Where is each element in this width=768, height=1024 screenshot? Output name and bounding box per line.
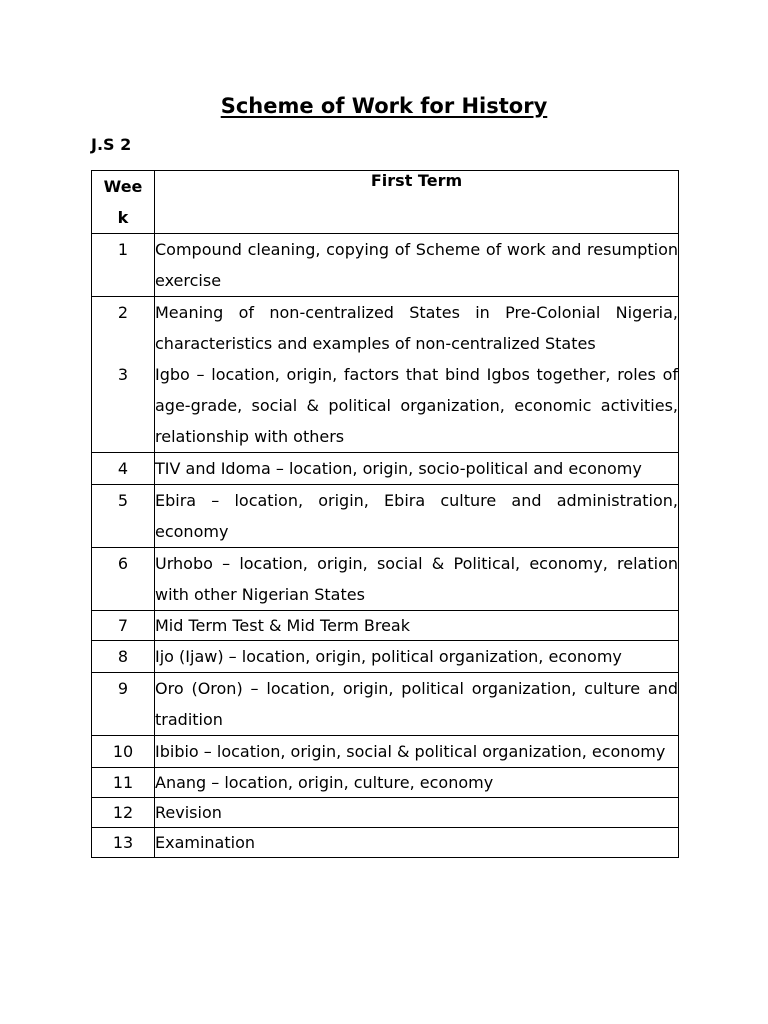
week-topic: Ebira – location, origin, Ebira culture and administration, economy — [155, 485, 679, 548]
week-topic: Meaning of non-centralized States in Pre-Colonial Nigeria, characteristics and examples of non-centralized States — [155, 303, 678, 353]
week-topic: Ibibio – location, origin, social & political organization, economy — [155, 736, 679, 768]
table-row — [92, 673, 679, 736]
week-number: 7 — [92, 611, 155, 641]
week-topic: Revision — [155, 798, 679, 828]
term-column-header — [155, 171, 679, 234]
scheme-table — [91, 170, 679, 858]
week-number-group — [92, 297, 155, 453]
table-row — [92, 798, 679, 828]
week-topic-group — [155, 297, 679, 453]
class-label: J.S 2 — [91, 135, 132, 154]
term-header-label: First Term — [370, 171, 463, 190]
week-number: 1 — [92, 234, 155, 297]
week-topic: Anang – location, origin, culture, economy — [155, 768, 679, 798]
week-number: 8 — [92, 641, 155, 673]
table-header-row — [92, 171, 679, 234]
table-row — [92, 297, 679, 453]
table-row — [92, 641, 679, 673]
table-row — [92, 611, 679, 641]
table-row — [92, 234, 679, 297]
week-number: 3 — [117, 365, 129, 384]
week-topic: Igbo – location, origin, factors that bind Igbos together, roles of age-grade, social & political organization, economic activities, relationship with others — [155, 365, 678, 446]
week-number: 12 — [92, 798, 155, 828]
week-topic: TIV and Idoma – location, origin, socio-political and economy — [155, 453, 679, 485]
week-number: 13 — [92, 828, 155, 858]
table-row — [92, 548, 679, 611]
page-title: Scheme of Work for History — [220, 94, 548, 118]
week-header-label: Week — [103, 177, 143, 227]
week-topic: Oro (Oron) – location, origin, political organization, culture and tradition — [155, 673, 679, 736]
table-row — [92, 828, 679, 858]
week-number: 6 — [92, 548, 155, 611]
week-topic: Examination — [155, 828, 679, 858]
table-row — [92, 736, 679, 768]
table-row — [92, 768, 679, 798]
week-number: 9 — [92, 673, 155, 736]
week-number: 2 — [117, 303, 129, 322]
week-topic: Urhobo – location, origin, social & Political, economy, relation with other Nigerian States — [155, 548, 679, 611]
week-number: 4 — [92, 453, 155, 485]
week-topic: Compound cleaning, copying of Scheme of work and resumption exercise — [155, 234, 679, 297]
table-row — [92, 453, 679, 485]
week-number: 10 — [92, 736, 155, 768]
week-topic: Mid Term Test & Mid Term Break — [155, 611, 679, 641]
week-column-header — [92, 171, 155, 234]
week-topic: Ijo (Ijaw) – location, origin, political organization, economy — [155, 641, 679, 673]
week-number: 11 — [92, 768, 155, 798]
table-row — [92, 485, 679, 548]
week-number: 5 — [92, 485, 155, 548]
